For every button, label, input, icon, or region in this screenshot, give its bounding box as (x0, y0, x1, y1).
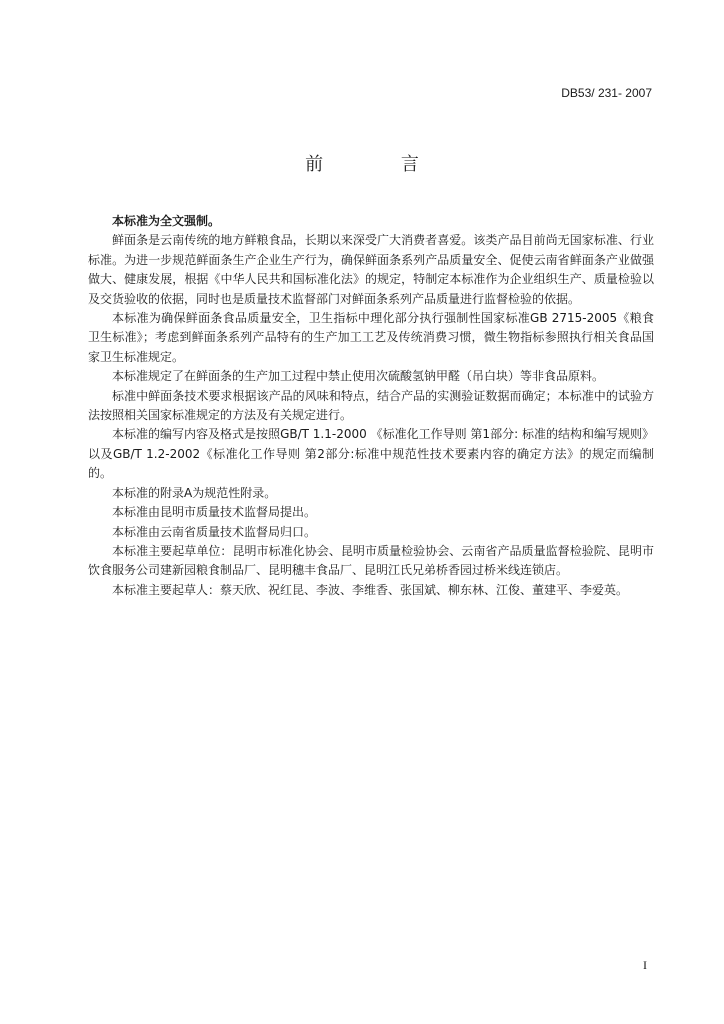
paragraph-proposer: 本标准由昆明市质量技术监督局提出。 (112, 505, 317, 520)
page-title: 前 言 (305, 154, 455, 175)
page-number: I (643, 958, 647, 972)
paragraph-drafting-rules: 本标准的编写内容及格式是按照GB/T 1.1-2000 《标准化工作导则 第1部分: 标准的结构和编写规则》以及GB/T 1.2-2002《标准化工作导则 第2部分:标准中规范性技术要素内容的确定方法》的规定而编制的。 (88, 427, 654, 481)
standard-code: DB53/ 231- 2007 (561, 86, 652, 100)
paragraph-drafters: 本标准主要起草人：蔡天欣、祝红昆、李波、李维香、张国斌、柳东林、江俊、董建平、李爱英。 (112, 582, 629, 597)
foreword-body (88, 212, 654, 600)
paragraph-hygiene-standard: 本标准为确保鲜面条食品质量安全，卫生指标中理化部分执行强制性国家标准GB 2715-2005《粮食卫生标准》；考虑到鲜面条系列产品特有的生产加工工艺及传统消费习惯，微生物指标参照执行相关食品国家卫生标准规定。 (88, 311, 654, 364)
paragraph-prohibited-substances: 本标准规定了在鲜面条的生产加工过程中禁止使用次硫酸氢钠甲醛（吊白块）等非食品原料。 (112, 369, 605, 384)
paragraph-appendix: 本标准的附录A为规范性附录。 (112, 485, 277, 500)
paragraph-technical-requirements: 标准中鲜面条技术要求根据该产品的风味和特点，结合产品的实测验证数据而确定；本标准中的试验方法按照相关国家标准规定的方法及有关规定进行。 (88, 388, 654, 423)
paragraph-background: 鲜面条是云南传统的地方鲜粮食品，长期以来深受广大消费者喜爱。该类产品目前尚无国家标准、行业标准。为进一步规范鲜面条生产企业生产行为，确保鲜面条系列产品质量安全、促使云南省鲜面条产业做强做大、健康发展，根据《中华人民共和国标准化法》的规定，特制定本标准作为企业组织生产、质量检验以及交货验收的依据，同时也是质量技术监督部门对鲜面条系列产品质量进行监督检验的依据。 (88, 233, 654, 306)
paragraph-administrator: 本标准由云南省质量技术监督局归口。 (112, 524, 317, 539)
paragraph-drafting-units: 本标准主要起草单位：昆明市标准化协会、昆明市质量检验协会、云南省产品质量监督检验院、昆明市饮食服务公司建新园粮食制品厂、昆明穗丰食品厂、昆明江氏兄弟桥香园过桥米线连锁店。 (88, 543, 654, 578)
mandatory-statement: 本标准为全文强制。 (112, 214, 221, 228)
